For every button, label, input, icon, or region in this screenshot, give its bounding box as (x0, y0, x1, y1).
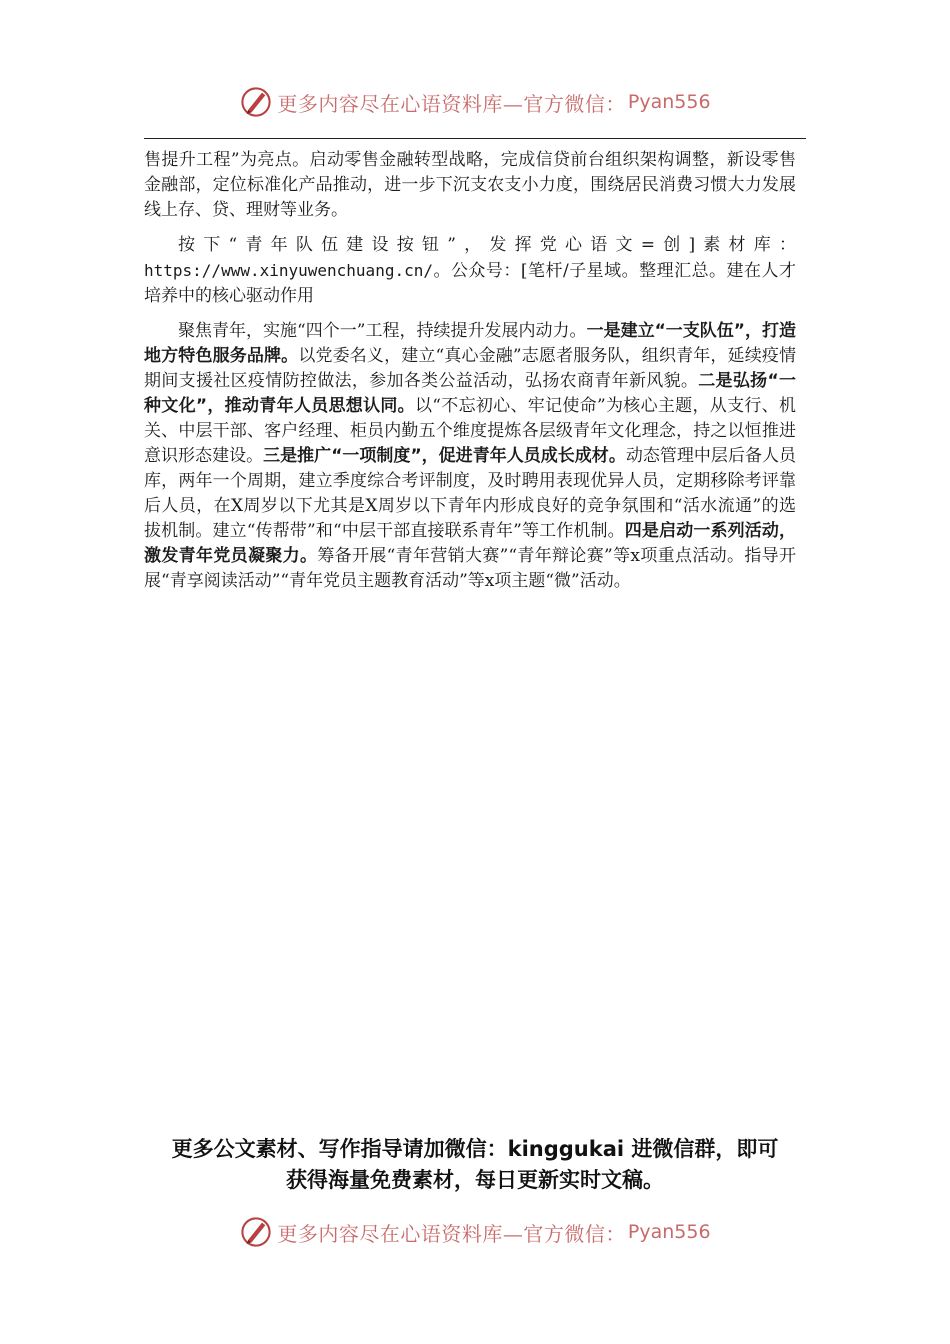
key-point-heading: 二是弘扬“一种文化”，推动青年人员思想认同。 (144, 371, 796, 416)
footer-banner-text: 更多内容尽在心语资料库—官方微信： (277, 1221, 626, 1246)
promo-message (120, 1134, 830, 1196)
header-banner (0, 82, 950, 122)
header-banner-text: 更多内容尽在心语资料库—官方微信： (277, 91, 626, 116)
source-url: https://www.xinyuwenchuang.cn/ (144, 261, 433, 280)
paragraph-1: 售提升工程”为亮点。启动零售金融转型战略，完成信贷前台组织架构调整，新设零售金融部，定位标准化产品推动，进一步下沉支农支小力度，围绕居民消费习惯大力发展线上存、贷、理财等业务。 (144, 150, 796, 220)
key-point-heading: 四是启动一系列活动，激发青年党员凝聚力。 (144, 521, 797, 566)
key-point-heading: 三是推广“一项制度”，促进青年人员成长成材。 (263, 446, 626, 466)
paragraph-3-text: 筹备开展“青年营销大赛”“青年辩论赛”等x项重点活动。指导开展“青享阅读活动”“青年党员主题教育活动”等x项主题“微”活动。 (144, 546, 796, 591)
paragraph-2-tail: 。公众号：[笔杆/子星域。整理汇总。建在人才培养中的核心驱动作用 (144, 261, 796, 306)
pen-circle-icon (239, 1215, 273, 1249)
paragraph-3-text: 以“不忘初心、牢记使命”为核心主题，从支行、机关、中层干部、客户经理、柜员内勤五个维度提炼各层级青年文化理念，持之以恒推进意识形态建设。 (144, 396, 796, 466)
promo-line-1: 更多公文素材、写作指导请加微信：kinggukai 进微信群，即可 (171, 1137, 779, 1161)
header-wechat-id: Pyan556 (627, 91, 711, 113)
paragraph-2 (144, 233, 796, 309)
promo-line-2: 获得海量免费素材，每日更新实时文稿。 (286, 1168, 664, 1192)
paragraph-3-text: 聚焦青年，实施“四个一”工程，持续提升发展内动力。 (178, 321, 587, 341)
footer-banner (0, 1212, 950, 1252)
paragraph-3-text: 以党委名义，建立“真心金融”志愿者服务队，组织青年，延续疫情期间支援社区疫情防控做法，参加各类公益活动，弘扬农商青年新风貌。 (144, 346, 796, 391)
document-body (144, 148, 796, 604)
key-point-heading: 一是建立“一支队伍”，打造地方特色服务品牌。 (144, 321, 796, 366)
footer-wechat-id: Pyan556 (627, 1221, 711, 1243)
header-divider (144, 138, 806, 139)
paragraph-2-lead: 按下“青年队伍建设按钮”，发挥党心语文=创]素材库： (178, 235, 796, 255)
paragraph-3 (144, 319, 796, 594)
pen-circle-icon (239, 85, 273, 119)
paragraph-3-text: 动态管理中层后备人员库，两年一个周期，建立季度综合考评制度，及时聘用表现优异人员，定期移除考评靠后人员，在X周岁以下尤其是X周岁以下青年内形成良好的竞争氛围和“活水流通”的选拔机制。建立“传帮带”和“中层干部直接联系青年”等工作机制。 (144, 446, 796, 541)
